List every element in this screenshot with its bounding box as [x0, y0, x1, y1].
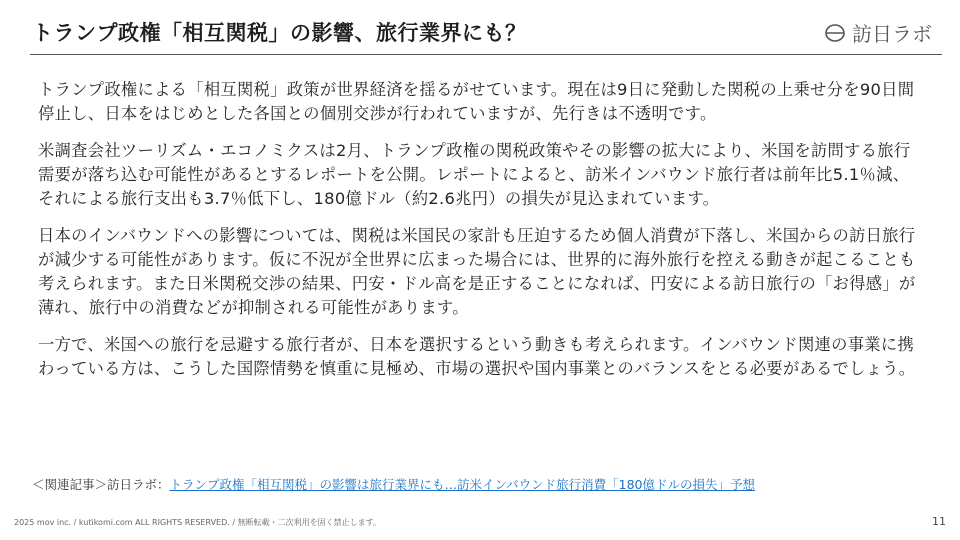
slide-body [38, 78, 924, 394]
related-article [32, 475, 755, 493]
logo-text: 訪日ラボ [852, 22, 932, 46]
body-paragraph: 一方で、米国への旅行を忌避する旅行者が、日本を選択するという動きも考えられます。インバウンド関連の事業に携わっている方は、こうした国際情勢を慎重に見極め、市場の選択や国内事業とのバランスをとる必要があるでしょう。 [38, 335, 916, 378]
related-prefix: ＜関連記事＞訪日ラボ： [32, 477, 170, 492]
body-paragraph: トランプ政権による「相互関税」政策が世界経済を揺るがせています。現在は9日に発動した関税の上乗せ分を90日間停止し、日本をはじめとした各国との個別交渉が行われていますが、先行きは不透明です。 [38, 80, 915, 123]
slide-header [0, 0, 960, 56]
logo-mark-icon [824, 23, 846, 43]
page-number: 11 [932, 515, 946, 528]
slide-title: トランプ政権「相互関税」の影響、旅行業界にも？ [32, 21, 527, 45]
body-paragraph: 米調査会社ツーリズム・エコノミクスは2月、トランプ政権の関税政策やその影響の拡大により、米国を訪問する旅行需要が落ち込む可能性があるとするレポートを公開。レポートによると、訪米インバウンド旅行者は前年比5.1％減、それによる旅行支出も3.7％低下し、180億ドル（約2.6兆円）の損失が見込まれています。 [38, 141, 911, 208]
brand-logo [824, 18, 932, 47]
header-divider [30, 54, 942, 55]
related-article-link[interactable]: トランプ政権「相互関税」の影響は旅行業界にも…訪米インバウンド旅行消費「180億ドルの損失」予想 [169, 477, 756, 492]
copyright-notice: 2025 mov inc. / kutikomi.com ALL RIGHTS RESERVED. / 無断転載・二次利用を固く禁止します。 [14, 518, 381, 527]
body-paragraph: 日本のインバウンドへの影響については、関税は米国民の家計も圧迫するため個人消費が下落し、米国からの訪日旅行が減少する可能性があります。仮に不況が全世界に広まった場合には、世界的に海外旅行を控える動きが起こることも考えられます。また日米関税交渉の結果、円安・ドル高を是正することになれば、円安による訪日旅行の「お得感」が薄れ、旅行中の消費などが抑制される可能性があります。 [38, 226, 916, 317]
